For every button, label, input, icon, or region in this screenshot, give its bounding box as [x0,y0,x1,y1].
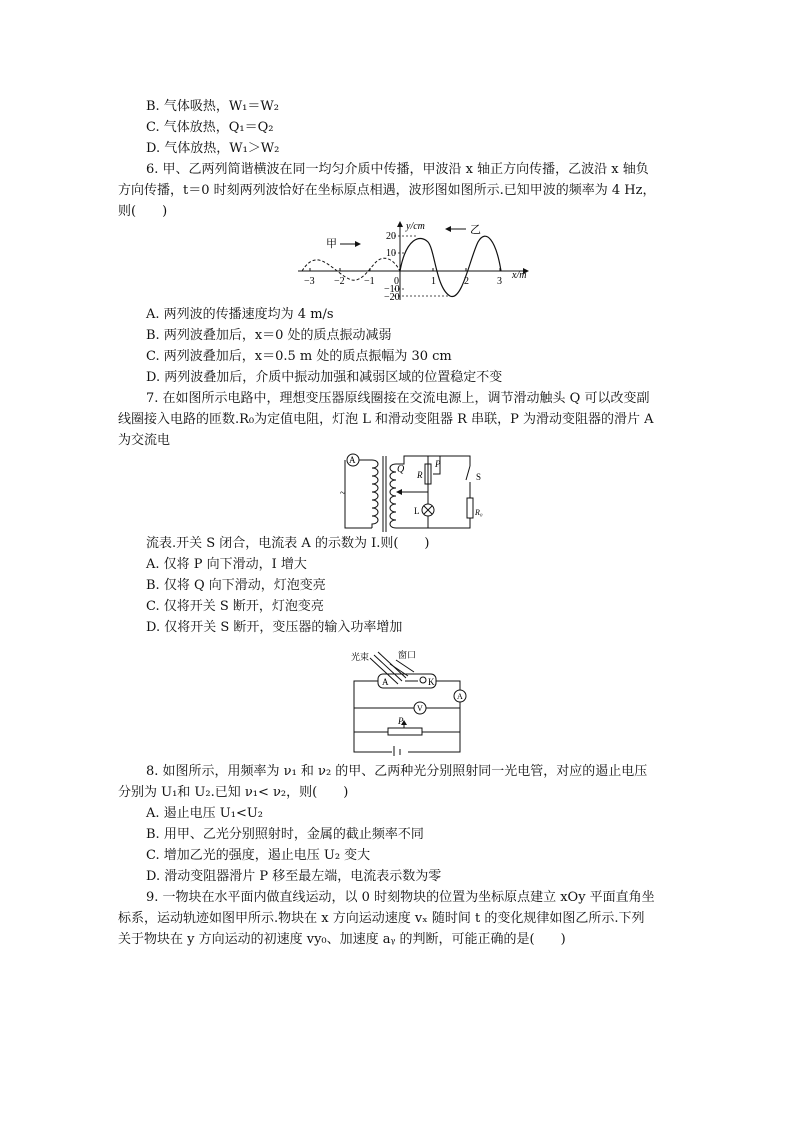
q8-option-a: A. 遏止电压 U₁<U₂ [146,806,264,821]
wave-yi-label: 乙 [470,224,481,236]
x-tick-label: 0 [394,276,399,287]
ammeter-label: A [349,455,356,465]
q6-option-b: B. 两列波叠加后，x＝0 处的质点振动减弱 [146,328,392,343]
q8-option-c: C. 增加乙光的强度，遏止电压 U₂ 变大 [146,848,371,863]
y-tick-label: 20 [386,231,396,242]
y-tick-label: 10 [386,248,396,259]
light-beam-label: 光束 [351,652,370,662]
y-axis-label: y/cm [406,221,425,232]
switch-s-label: S [476,472,482,482]
q7-stem-line3: 为交流电 [118,433,171,448]
ammeter-label: A [457,692,463,701]
voltmeter-label: V [417,704,423,713]
x-tick-label: 1 [431,276,436,287]
cathode-k-label: K [428,677,435,687]
contact-q-label: Q [397,464,405,475]
wave-jia [302,258,400,280]
q8-stem-line2: 分别为 U₁和 U₂.已知 ν₁< ν₂，则( ) [118,785,349,800]
slider-p-label: P [435,459,441,469]
q7-option-a: A. 仅将 P 向下滑动，I 增大 [146,557,307,572]
ac-source-symbol: ~ [340,488,346,499]
rheostat-r-label: R [417,470,423,480]
q6-option-d: D. 两列波叠加后，介质中振动加强和减弱区域的位置稳定不变 [146,370,503,385]
q8-option-b: B. 用甲、乙光分别照射时，金属的截止频率不同 [146,827,424,842]
q7-option-b: B. 仅将 Q 向下滑动，灯泡变亮 [146,578,326,593]
q6-option-c: C. 两列波叠加后，x＝0.5 m 处的质点振幅为 30 cm [146,349,452,364]
q7-stem-line2: 线圈接入电路的匝数.R₀为定值电阻，灯泡 L 和滑动变阻器 R 串联，P 为滑动变阻器的滑片 A [118,412,654,427]
q9-stem-line1: 9. 一物块在水平面内做直线运动，以 0 时刻物块的位置为坐标原点建立 xOy 平面直角坐 [146,890,655,905]
q9-stem-line3: 关于物块在 y 方向运动的初速度 vy₀、加速度 aᵧ 的判断，可能正确的是( ) [118,932,566,947]
x-axis-label: x/m [512,270,527,281]
lamp-l-label: L [414,506,420,516]
wave-yi [400,236,501,296]
y-tick-label: −10 [384,284,400,295]
anode-a-label: A [382,677,389,687]
q7-option-d: D. 仅将开关 S 断开，变压器的输入功率增加 [146,620,403,635]
resistor-r0-label: R₀ [475,508,483,517]
window-label: 窗口 [398,650,417,660]
q7-option-c: C. 仅将开关 S 断开，灯泡变亮 [146,599,324,614]
q5-option-c: C. 气体放热，Q₁＝Q₂ [146,120,274,135]
slider-p-label: P [398,716,404,726]
x-tick-label: −3 [304,276,315,287]
q6-wave-figure [290,218,540,304]
q9-stem-line2: 标系，运动轨迹如图甲所示.物块在 x 方向运动速度 vₓ 随时间 t 的变化规律如图乙所示.下列 [118,911,645,926]
q6-stem-line1: 6. 甲、乙两列简谐横波在同一均匀介质中传播，甲波沿 x 轴正方向传播，乙波沿 x 轴负 [146,162,649,177]
q6-stem-line3: 则( ) [118,204,168,219]
q8-photocell-circuit [350,636,470,756]
q8-stem-line1: 8. 如图所示，用频率为 ν₁ 和 ν₂ 的甲、乙两种光分别照射同一光电管，对应的遏止电压 [146,764,648,779]
q5-option-b: B. 气体吸热，W₁＝W₂ [146,99,279,114]
y-tick-label: −20 [384,292,400,303]
q6-option-a: A. 两列波的传播速度均为 4 m/s [146,307,334,322]
q8-option-d: D. 滑动变阻器滑片 P 移至最左端，电流表示数为零 [146,869,442,884]
x-tick-label: 2 [464,276,469,287]
wave-jia-label: 甲 [326,238,337,250]
x-tick-label: −2 [334,276,345,287]
q6-stem-line2: 方向传播，t＝0 时刻两列波恰好在坐标原点相遇，波形图如图所示.已知甲波的频率为 4 Hz， [118,183,656,198]
q7-transformer-circuit [336,452,488,532]
q7-stem-line1: 7. 在如图所示电路中，理想变压器原线圈接在交流电源上，调节滑动触头 Q 可以改变副 [146,391,650,406]
q5-option-d: D. 气体放热，W₁＞W₂ [146,141,280,156]
x-tick-label: 3 [497,276,502,287]
x-tick-label: −1 [364,276,375,287]
q7-stem-line4: 流表.开关 S 闭合，电流表 A 的示数为 I.则( ) [146,536,430,551]
